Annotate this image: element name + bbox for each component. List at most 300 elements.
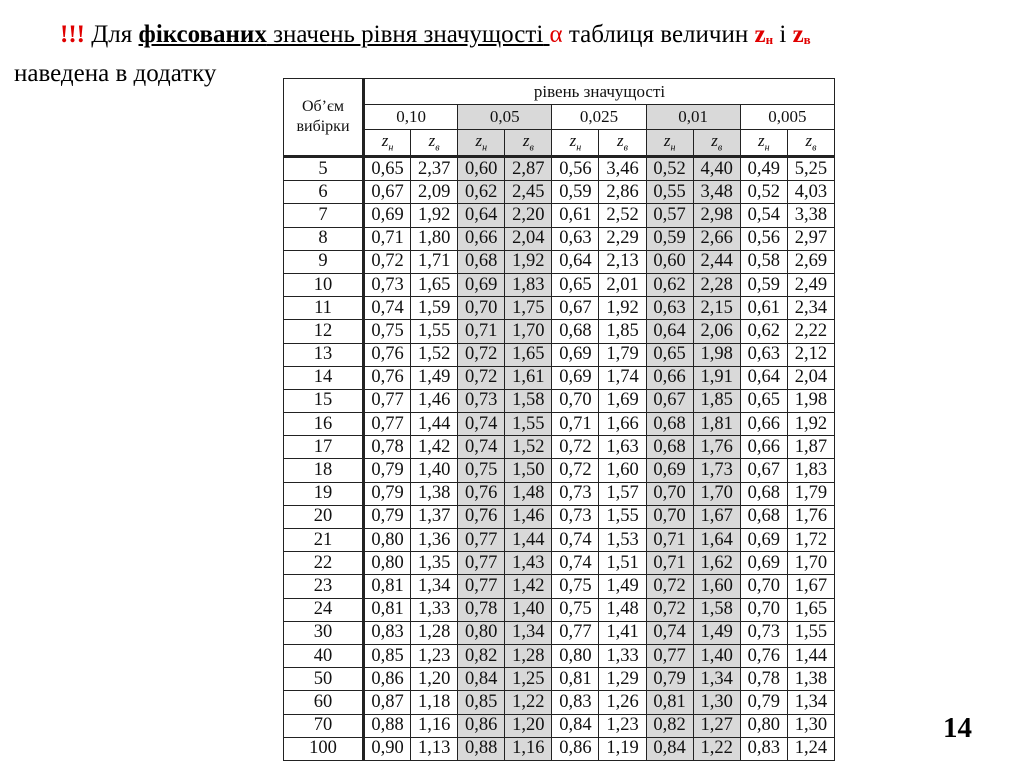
z-lower-cell: 0,76 (458, 482, 505, 505)
z-upper-cell: 1,73 (693, 459, 740, 482)
z-lower-cell: 0,65 (552, 273, 599, 296)
z-lower-cell: 0,60 (458, 157, 505, 181)
z-lower-cell: 0,79 (740, 691, 787, 714)
z-upper-cell: 1,13 (411, 737, 458, 760)
z-lower-cell: 0,85 (364, 644, 411, 667)
z-upper-cell: 1,71 (411, 250, 458, 273)
z-upper-cell: 1,29 (599, 668, 646, 691)
z-lower-cell: 0,84 (458, 668, 505, 691)
z-upper-cell: 3,46 (599, 157, 646, 181)
z-upper-cell: 1,70 (787, 552, 834, 575)
z-upper-cell: 1,79 (787, 482, 834, 505)
z-upper-header: $z_в$ (693, 130, 740, 157)
z-lower-cell: 0,67 (364, 181, 411, 204)
z-upper-symbol: $z_в$ (792, 21, 811, 48)
z-lower-cell: 0,81 (646, 691, 693, 714)
table-row (284, 413, 835, 436)
sample-size-cell: 20 (284, 505, 364, 528)
table-row (284, 273, 835, 296)
z-upper-cell: 1,98 (693, 343, 740, 366)
z-upper-cell: 1,38 (411, 482, 458, 505)
z-lower-cell: 0,70 (552, 389, 599, 412)
z-upper-cell: 1,67 (787, 575, 834, 598)
alpha-header: 0,025 (552, 105, 646, 130)
z-upper-cell: 2,04 (505, 227, 552, 250)
z-upper-cell: 3,48 (693, 181, 740, 204)
z-upper-cell: 1,49 (411, 366, 458, 389)
z-upper-cell: 1,60 (599, 459, 646, 482)
z-lower-cell: 0,81 (364, 575, 411, 598)
z-lower-cell: 0,68 (552, 320, 599, 343)
z-upper-cell: 2,06 (693, 320, 740, 343)
z-upper-cell: 1,64 (693, 529, 740, 552)
z-upper-cell: 1,42 (505, 575, 552, 598)
z-lower-cell: 0,74 (552, 529, 599, 552)
z-lower-cell: 0,70 (740, 598, 787, 621)
z-lower-cell: 0,74 (458, 413, 505, 436)
z-lower-cell: 0,75 (552, 598, 599, 621)
table-row (284, 737, 835, 760)
z-upper-cell: 1,42 (411, 436, 458, 459)
z-lower-cell: 0,66 (740, 413, 787, 436)
z-values-table-container (283, 78, 835, 761)
z-upper-cell: 1,48 (599, 598, 646, 621)
z-lower-cell: 0,72 (458, 343, 505, 366)
z-lower-cell: 0,68 (740, 505, 787, 528)
sample-size-cell: 9 (284, 250, 364, 273)
sample-size-cell: 30 (284, 621, 364, 644)
z-upper-cell: 1,87 (787, 436, 834, 459)
z-lower-cell: 0,77 (458, 575, 505, 598)
sample-size-cell: 16 (284, 413, 364, 436)
z-lower-cell: 0,72 (646, 598, 693, 621)
sample-size-cell: 24 (284, 598, 364, 621)
z-lower-cell: 0,58 (740, 250, 787, 273)
z-upper-cell: 1,34 (693, 668, 740, 691)
z-lower-cell: 0,54 (740, 204, 787, 227)
sample-size-cell: 19 (284, 482, 364, 505)
z-upper-cell: 1,28 (505, 644, 552, 667)
table-row (284, 297, 835, 320)
z-lower-cell: 0,59 (552, 181, 599, 204)
z-upper-cell: 1,75 (505, 297, 552, 320)
table-row (284, 668, 835, 691)
z-lower-cell: 0,64 (740, 366, 787, 389)
z-lower-cell: 0,62 (740, 320, 787, 343)
sample-size-cell: 7 (284, 204, 364, 227)
z-lower-cell: 0,73 (552, 505, 599, 528)
z-lower-cell: 0,63 (646, 297, 693, 320)
z-upper-cell: 1,76 (787, 505, 834, 528)
z-upper-cell: 2,15 (693, 297, 740, 320)
z-upper-cell: 1,19 (599, 737, 646, 760)
z-upper-cell: 1,34 (505, 621, 552, 644)
z-upper-cell: 2,49 (787, 273, 834, 296)
z-lower-cell: 0,71 (458, 320, 505, 343)
z-lower-cell: 0,61 (552, 204, 599, 227)
z-upper-cell: 1,98 (787, 389, 834, 412)
z-upper-cell: 2,04 (787, 366, 834, 389)
table-row (284, 366, 835, 389)
heading-line-2: наведена в додатку (14, 60, 217, 87)
z-lower-cell: 0,70 (458, 297, 505, 320)
z-upper-header: $z_в$ (599, 130, 646, 157)
z-upper-cell: 1,33 (599, 644, 646, 667)
z-lower-cell: 0,74 (646, 621, 693, 644)
z-upper-cell: 1,20 (411, 668, 458, 691)
z-upper-cell: 1,92 (505, 250, 552, 273)
z-lower-cell: 0,66 (740, 436, 787, 459)
z-upper-cell: 1,30 (787, 714, 834, 737)
heading-bold-word: фіксованих (138, 21, 267, 48)
z-lower-cell: 0,88 (364, 714, 411, 737)
table-body (284, 157, 835, 761)
z-lower-cell: 0,76 (364, 366, 411, 389)
z-upper-cell: 2,28 (693, 273, 740, 296)
z-upper-cell: 2,69 (787, 250, 834, 273)
z-lower-cell: 0,86 (552, 737, 599, 760)
z-lower-cell: 0,81 (552, 668, 599, 691)
z-upper-cell: 1,51 (599, 552, 646, 575)
z-lower-cell: 0,74 (552, 552, 599, 575)
z-upper-cell: 1,35 (411, 552, 458, 575)
z-lower-cell: 0,64 (552, 250, 599, 273)
z-upper-cell: 2,98 (693, 204, 740, 227)
z-lower-cell: 0,83 (364, 621, 411, 644)
heading-line-1 (14, 18, 1014, 57)
z-upper-cell: 1,44 (411, 413, 458, 436)
z-upper-cell: 1,85 (599, 320, 646, 343)
z-lower-cell: 0,62 (458, 181, 505, 204)
z-upper-cell: 1,34 (411, 575, 458, 598)
z-upper-cell: 1,22 (505, 691, 552, 714)
z-upper-cell: 1,33 (411, 598, 458, 621)
sample-size-cell: 14 (284, 366, 364, 389)
heading-text-3: таблиця величин (562, 21, 755, 48)
z-upper-cell: 4,03 (787, 181, 834, 204)
z-lower-cell: 0,72 (646, 575, 693, 598)
z-upper-cell: 1,59 (411, 297, 458, 320)
z-lower-cell: 0,80 (552, 644, 599, 667)
z-lower-cell: 0,80 (364, 552, 411, 575)
z-upper-cell: 1,81 (693, 413, 740, 436)
z-lower-cell: 0,65 (646, 343, 693, 366)
sample-size-cell: 10 (284, 273, 364, 296)
z-upper-cell: 1,55 (411, 320, 458, 343)
z-lower-cell: 0,80 (458, 621, 505, 644)
sample-size-cell: 50 (284, 668, 364, 691)
z-lower-cell: 0,83 (552, 691, 599, 714)
z-upper-cell: 1,34 (787, 691, 834, 714)
z-upper-cell: 1,80 (411, 227, 458, 250)
z-upper-cell: 1,70 (505, 320, 552, 343)
z-lower-cell: 0,72 (364, 250, 411, 273)
z-upper-cell: 1,52 (505, 436, 552, 459)
z-lower-cell: 0,84 (552, 714, 599, 737)
z-lower-cell: 0,77 (458, 552, 505, 575)
sample-size-cell: 100 (284, 737, 364, 760)
sample-size-cell: 18 (284, 459, 364, 482)
table-row (284, 389, 835, 412)
z-lower-cell: 0,76 (364, 343, 411, 366)
sample-size-cell: 8 (284, 227, 364, 250)
heading-connector: і (773, 21, 793, 48)
z-lower-cell: 0,70 (646, 505, 693, 528)
alpha-header: 0,005 (740, 105, 834, 130)
z-upper-cell: 1,44 (505, 529, 552, 552)
z-lower-header: $z_н$ (552, 130, 599, 157)
z-upper-cell: 2,29 (599, 227, 646, 250)
z-lower-cell: 0,76 (458, 505, 505, 528)
z-upper-cell: 1,41 (599, 621, 646, 644)
z-lower-cell: 0,74 (364, 297, 411, 320)
z-lower-cell: 0,59 (646, 227, 693, 250)
z-lower-cell: 0,71 (364, 227, 411, 250)
z-upper-cell: 2,66 (693, 227, 740, 250)
sample-size-cell: 70 (284, 714, 364, 737)
z-lower-cell: 0,74 (458, 436, 505, 459)
z-upper-cell: 1,65 (787, 598, 834, 621)
z-lower-cell: 0,63 (552, 227, 599, 250)
z-upper-cell: 1,83 (505, 273, 552, 296)
alpha-header: 0,10 (364, 105, 458, 130)
table-row (284, 505, 835, 528)
heading-text-2: значень рівня значущості (266, 21, 544, 48)
sample-size-cell: 15 (284, 389, 364, 412)
z-upper-header: $z_в$ (411, 130, 458, 157)
z-lower-cell: 0,69 (364, 204, 411, 227)
z-values-table (283, 78, 835, 761)
z-upper-cell: 2,13 (599, 250, 646, 273)
table-row (284, 529, 835, 552)
z-lower-cell: 0,79 (646, 668, 693, 691)
z-upper-cell: 2,34 (787, 297, 834, 320)
z-upper-cell: 1,92 (787, 413, 834, 436)
sample-size-cell: 11 (284, 297, 364, 320)
z-lower-cell: 0,69 (552, 366, 599, 389)
z-lower-cell: 0,59 (740, 273, 787, 296)
z-upper-cell: 2,86 (599, 181, 646, 204)
z-upper-cell: 2,37 (411, 157, 458, 181)
z-lower-cell: 0,83 (740, 737, 787, 760)
page-number: 14 (943, 712, 972, 744)
z-lower-cell: 0,72 (458, 366, 505, 389)
z-upper-cell: 1,55 (787, 621, 834, 644)
z-lower-cell: 0,57 (646, 204, 693, 227)
z-upper-cell: 1,16 (411, 714, 458, 737)
z-upper-cell: 1,62 (693, 552, 740, 575)
z-lower-cell: 0,77 (552, 621, 599, 644)
z-lower-cell: 0,77 (458, 529, 505, 552)
z-upper-cell: 1,30 (693, 691, 740, 714)
alpha-header: 0,01 (646, 105, 740, 130)
z-lower-cell: 0,73 (740, 621, 787, 644)
table-row (284, 436, 835, 459)
z-lower-cell: 0,70 (646, 482, 693, 505)
z-upper-cell: 1,61 (505, 366, 552, 389)
z-upper-cell: 1,16 (505, 737, 552, 760)
z-upper-cell: 1,66 (599, 413, 646, 436)
z-lower-cell: 0,78 (458, 598, 505, 621)
z-lower-cell: 0,69 (552, 343, 599, 366)
z-lower-cell: 0,82 (646, 714, 693, 737)
z-lower-cell: 0,82 (458, 644, 505, 667)
table-row (284, 621, 835, 644)
z-upper-cell: 1,58 (505, 389, 552, 412)
z-upper-cell: 1,65 (505, 343, 552, 366)
table-row (284, 204, 835, 227)
z-lower-cell: 0,65 (364, 157, 411, 181)
z-upper-cell: 4,40 (693, 157, 740, 181)
z-lower-cell: 0,62 (646, 273, 693, 296)
z-upper-cell: 2,97 (787, 227, 834, 250)
z-lower-cell: 0,77 (364, 413, 411, 436)
z-upper-cell: 1,38 (787, 668, 834, 691)
z-lower-cell: 0,78 (364, 436, 411, 459)
z-upper-cell: 2,01 (599, 273, 646, 296)
alpha-header-row (284, 105, 835, 130)
z-lower-cell: 0,70 (740, 575, 787, 598)
z-upper-cell: 2,12 (787, 343, 834, 366)
z-upper-cell: 1,60 (693, 575, 740, 598)
z-lower-cell: 0,68 (458, 250, 505, 273)
z-subheader-row (284, 130, 835, 157)
z-lower-cell: 0,67 (740, 459, 787, 482)
z-upper-cell: 2,45 (505, 181, 552, 204)
z-lower-cell: 0,68 (740, 482, 787, 505)
sample-size-cell: 5 (284, 157, 364, 181)
z-lower-cell: 0,68 (646, 413, 693, 436)
z-upper-cell: 1,91 (693, 366, 740, 389)
z-lower-header: $z_н$ (364, 130, 411, 157)
z-lower-cell: 0,77 (646, 644, 693, 667)
z-lower-cell: 0,75 (552, 575, 599, 598)
z-lower-cell: 0,52 (740, 181, 787, 204)
z-lower-cell: 0,63 (740, 343, 787, 366)
z-lower-cell: 0,61 (740, 297, 787, 320)
z-upper-cell: 2,09 (411, 181, 458, 204)
z-lower-symbol: $z_н$ (754, 21, 774, 48)
z-upper-cell: 1,49 (599, 575, 646, 598)
table-row (284, 714, 835, 737)
z-lower-cell: 0,76 (740, 644, 787, 667)
z-lower-cell: 0,71 (552, 413, 599, 436)
z-upper-cell: 1,46 (411, 389, 458, 412)
z-lower-cell: 0,77 (364, 389, 411, 412)
table-row (284, 320, 835, 343)
z-lower-cell: 0,60 (646, 250, 693, 273)
z-lower-cell: 0,86 (458, 714, 505, 737)
z-upper-cell: 2,87 (505, 157, 552, 181)
sample-size-cell: 6 (284, 181, 364, 204)
z-upper-cell: 1,37 (411, 505, 458, 528)
table-row (284, 644, 835, 667)
z-lower-cell: 0,79 (364, 482, 411, 505)
z-lower-cell: 0,86 (364, 668, 411, 691)
z-lower-cell: 0,72 (552, 459, 599, 482)
z-upper-cell: 1,74 (599, 366, 646, 389)
z-upper-cell: 1,46 (505, 505, 552, 528)
alpha-symbol: α (549, 21, 563, 48)
z-upper-cell: 1,58 (693, 598, 740, 621)
table-row (284, 691, 835, 714)
z-upper-cell: 1,52 (411, 343, 458, 366)
z-upper-cell: 1,57 (599, 482, 646, 505)
z-upper-cell: 1,50 (505, 459, 552, 482)
z-lower-cell: 0,90 (364, 737, 411, 760)
z-upper-cell: 1,26 (599, 691, 646, 714)
z-lower-cell: 0,68 (646, 436, 693, 459)
table-row (284, 250, 835, 273)
z-lower-cell: 0,79 (364, 459, 411, 482)
z-upper-cell: 1,40 (693, 644, 740, 667)
alpha-header: 0,05 (458, 105, 552, 130)
z-upper-cell: 1,70 (693, 482, 740, 505)
z-lower-cell: 0,64 (458, 204, 505, 227)
z-upper-cell: 1,22 (693, 737, 740, 760)
z-lower-header: $z_н$ (458, 130, 505, 157)
table-row (284, 157, 835, 181)
z-upper-cell: 1,24 (787, 737, 834, 760)
z-lower-cell: 0,81 (364, 598, 411, 621)
z-upper-cell: 1,43 (505, 552, 552, 575)
z-upper-cell: 5,25 (787, 157, 834, 181)
z-upper-cell: 1,53 (599, 529, 646, 552)
z-upper-cell: 1,92 (599, 297, 646, 320)
z-upper-cell: 1,40 (505, 598, 552, 621)
sample-size-cell: 40 (284, 644, 364, 667)
z-lower-cell: 0,69 (740, 552, 787, 575)
z-lower-cell: 0,65 (740, 389, 787, 412)
z-lower-cell: 0,73 (552, 482, 599, 505)
table-row (284, 181, 835, 204)
z-lower-header: $z_н$ (740, 130, 787, 157)
z-lower-cell: 0,87 (364, 691, 411, 714)
z-lower-cell: 0,49 (740, 157, 787, 181)
z-upper-cell: 1,76 (693, 436, 740, 459)
z-lower-cell: 0,56 (740, 227, 787, 250)
z-upper-cell: 1,63 (599, 436, 646, 459)
z-upper-cell: 1,79 (599, 343, 646, 366)
z-lower-cell: 0,73 (458, 389, 505, 412)
z-upper-cell: 2,52 (599, 204, 646, 227)
z-lower-header: $z_н$ (646, 130, 693, 157)
sample-size-header: Об’єм вибірки (284, 79, 364, 157)
sample-size-cell: 23 (284, 575, 364, 598)
z-upper-cell: 1,23 (411, 644, 458, 667)
z-upper-cell: 1,20 (505, 714, 552, 737)
z-lower-cell: 0,52 (646, 157, 693, 181)
z-lower-cell: 0,66 (646, 366, 693, 389)
z-lower-cell: 0,80 (364, 529, 411, 552)
z-lower-cell: 0,71 (646, 529, 693, 552)
z-upper-cell: 3,38 (787, 204, 834, 227)
z-lower-cell: 0,64 (646, 320, 693, 343)
z-lower-cell: 0,67 (552, 297, 599, 320)
z-upper-cell: 1,40 (411, 459, 458, 482)
z-upper-cell: 1,44 (787, 644, 834, 667)
z-lower-cell: 0,69 (646, 459, 693, 482)
z-upper-cell: 1,55 (599, 505, 646, 528)
z-upper-cell: 1,55 (505, 413, 552, 436)
z-upper-header: $z_в$ (787, 130, 834, 157)
table-row (284, 598, 835, 621)
z-lower-cell: 0,67 (646, 389, 693, 412)
table-row (284, 552, 835, 575)
z-upper-cell: 1,83 (787, 459, 834, 482)
z-upper-cell: 2,44 (693, 250, 740, 273)
z-lower-cell: 0,78 (740, 668, 787, 691)
